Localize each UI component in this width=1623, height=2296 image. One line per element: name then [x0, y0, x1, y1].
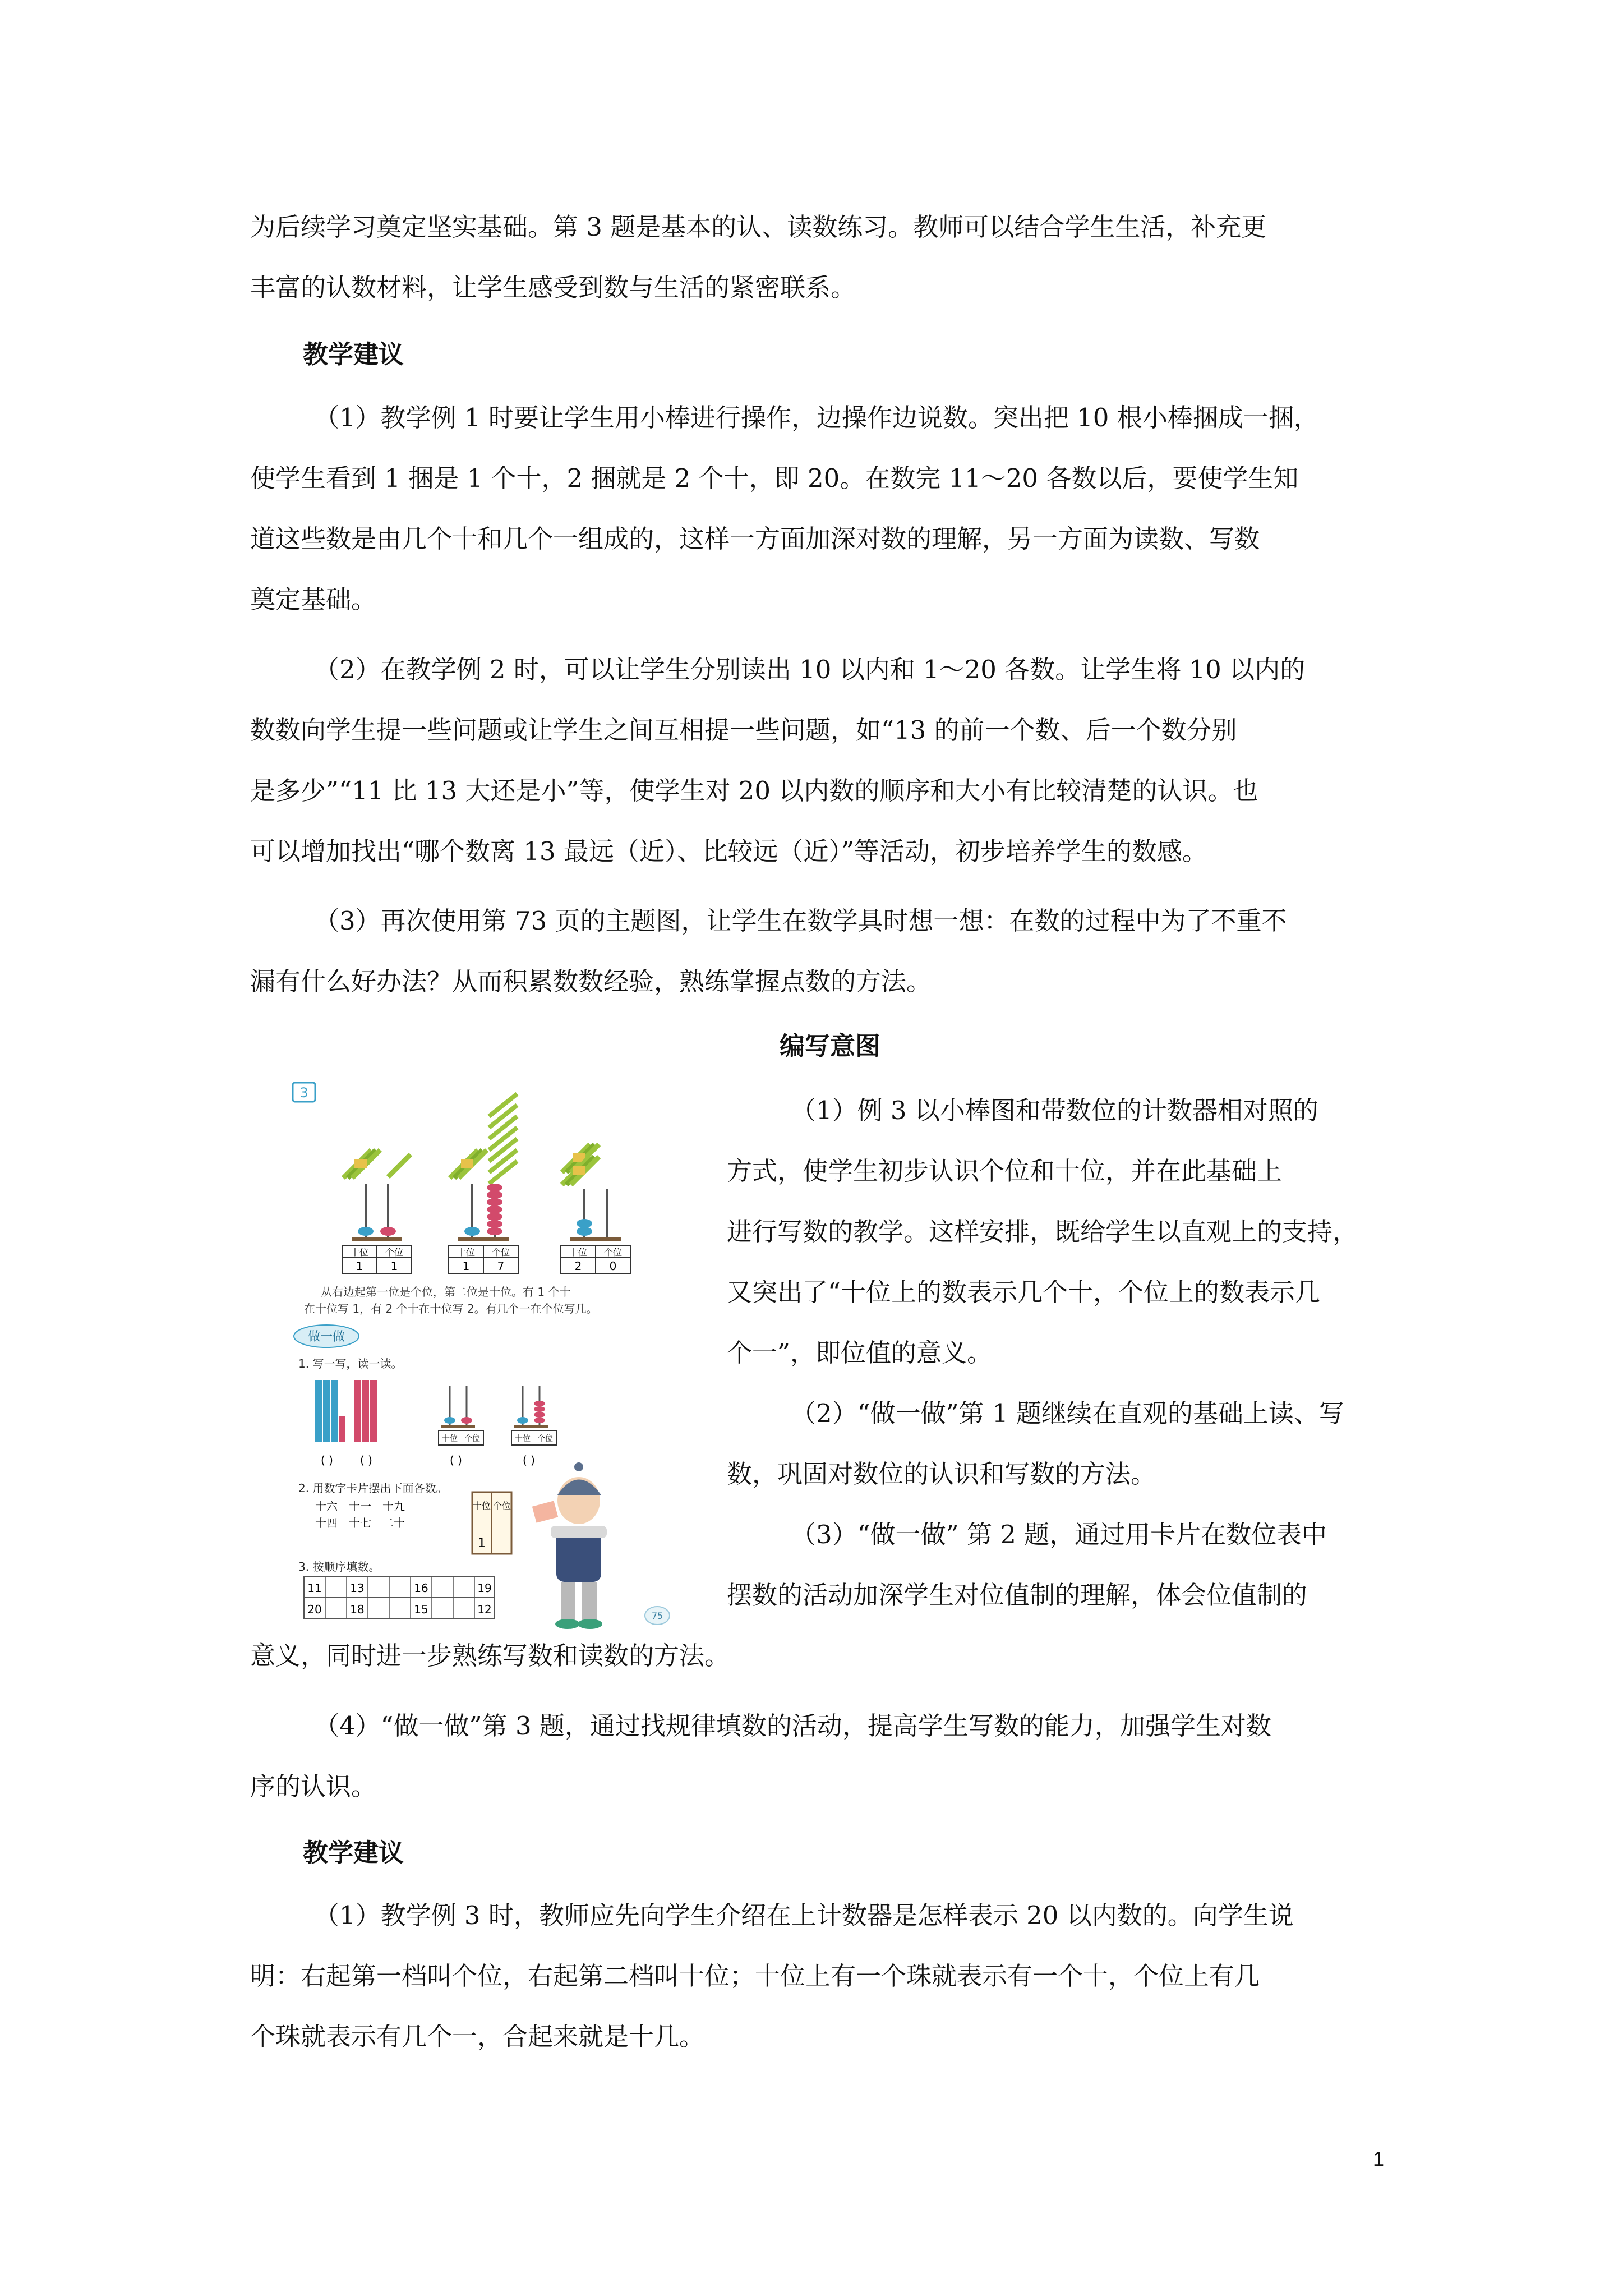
tens-label: 十位: [350, 1247, 369, 1258]
paragraph-line: 为后续学习奠定坚实基础。第 3 题是基本的认、读数练习。教师可以结合学生生活，补充更: [250, 212, 1267, 242]
svg-text:十位: 十位: [472, 1501, 491, 1511]
paragraph-line: （4）“做一做”第 3 题，通过找规律填数的活动，提高学生写数的能力，加强学生对数: [314, 1711, 1271, 1741]
answer-blank: ( ): [450, 1453, 462, 1467]
paragraph-line: 可以增加找出“哪个数离 13 最远（近）、比较远（近）”等活动，初步培养学生的数感。: [250, 836, 1207, 866]
abacus-icon: [570, 1189, 621, 1241]
textbook-figure: [287, 1077, 691, 1638]
ones-label: 个位: [603, 1247, 623, 1258]
tens-value: 2: [574, 1259, 582, 1273]
ones-value: 1: [390, 1259, 398, 1273]
bead-stack-icon: [315, 1380, 377, 1442]
example-caption: 从右边起第一位是个位，第二位是十位。有 1 个十: [321, 1285, 571, 1299]
page-number: 1: [1373, 2147, 1385, 2170]
abacus-icon: [352, 1184, 402, 1241]
paragraph-line: （1）教学例 1 时要让学生用小棒进行操作，边操作边说数。突出把 10 根小棒捆成一捆，: [314, 403, 1319, 432]
paragraph-line: 明：右起第一档叫个位，右起第二档叫十位；十位上有一个珠就表示有一个十，个位上有几: [250, 1961, 1260, 1991]
q2-number: 十六: [315, 1499, 338, 1513]
ones-label: 个位: [491, 1247, 510, 1258]
answer-blank: ( ): [360, 1453, 372, 1467]
paragraph-line: 奠定基础。: [250, 585, 377, 614]
paragraph-line: （1）例 3 以小棒图和带数位的计数器相对照的: [791, 1096, 1318, 1125]
section-heading: 教学建议: [303, 339, 404, 369]
example-number: 3: [299, 1085, 308, 1101]
page-number-badge: [645, 1607, 670, 1625]
svg-text:十位: 十位: [442, 1434, 458, 1443]
place-value-table: [342, 1245, 412, 1273]
paragraph-line: 道这些数是由几个十和几个一组成的，这样一方面加深对数的理解，另一方面为读数、写数: [250, 524, 1260, 554]
answer-blank: ( ): [523, 1453, 535, 1467]
paragraph-line: 意义，同时进一步熟练写数和读数的方法。: [250, 1641, 730, 1671]
q2-number: 十七: [349, 1516, 371, 1530]
svg-text:15: 15: [414, 1603, 428, 1616]
section-heading: 编写意图: [780, 1031, 881, 1061]
tens-label: 十位: [457, 1247, 476, 1258]
question-2: 2. 用数字卡片摆出下面各数。: [298, 1481, 448, 1495]
abacus-icon: [511, 1386, 556, 1445]
zuoyizuo-badge: [294, 1325, 359, 1347]
sticks-bundle-icon: [562, 1144, 599, 1185]
abacus-icon: [439, 1386, 483, 1445]
paragraph-line: 个一”，即位值的意义。: [727, 1338, 993, 1368]
paragraph-line: 漏有什么好办法？从而积累数数经验，熟练掌握点数的方法。: [250, 967, 932, 996]
paragraph-line: （2）“做一做”第 1 题继续在直观的基础上读、写: [791, 1398, 1344, 1428]
paragraph-line: （2）在教学例 2 时，可以让学生分别读出 10 以内和 1～20 各数。让学生将 10 以内的: [314, 655, 1306, 684]
svg-text:个位: 个位: [537, 1434, 553, 1443]
sticks-bundle-icon: [450, 1094, 517, 1184]
q2-number: 十九: [382, 1499, 405, 1513]
abacus-icon: [458, 1184, 509, 1241]
paragraph-line: 方式，使学生初步认识个位和十位，并在此基础上: [727, 1156, 1283, 1186]
question-1: 1. 写一写，读一读。: [298, 1357, 403, 1370]
ones-label: 个位: [385, 1247, 404, 1258]
tens-label: 十位: [569, 1247, 588, 1258]
svg-text:1: 1: [478, 1536, 486, 1550]
q2-number: 十四: [315, 1516, 338, 1530]
svg-text:12: 12: [477, 1603, 492, 1616]
paragraph-line: 序的认识。: [250, 1772, 377, 1801]
paragraph-line: （1）教学例 3 时，教师应先向学生介绍在上计数器是怎样表示 20 以内数的。向学生说: [314, 1901, 1294, 1930]
svg-text:做一做: 做一做: [307, 1330, 345, 1344]
paragraph-line: （3）再次使用第 73 页的主题图，让学生在数学具时想一想：在数的过程中为了不重不: [314, 906, 1287, 936]
q2-number: 二十: [382, 1516, 405, 1530]
paragraph-line: 数数向学生提一些问题或让学生之间互相提一些问题，如“13 的前一个数、后一个数分别: [250, 715, 1237, 745]
svg-text:16: 16: [414, 1581, 428, 1595]
svg-text:18: 18: [350, 1603, 365, 1616]
question-3: 3. 按顺序填数。: [298, 1560, 380, 1573]
paragraph-line: （3）“做一做” 第 2 题，通过用卡片在数位表中: [791, 1520, 1327, 1549]
paragraph-line: 是多少”“11 比 13 大还是小”等，使学生对 20 以内数的顺序和大小有比较清楚的认识。也: [250, 776, 1258, 806]
svg-text:十位: 十位: [515, 1434, 531, 1443]
svg-text:19: 19: [477, 1581, 492, 1595]
svg-text:11: 11: [307, 1581, 322, 1595]
tens-value: 1: [462, 1259, 470, 1273]
q2-number: 十一: [349, 1499, 371, 1513]
example-number-badge: [293, 1083, 315, 1102]
paragraph-line: 使学生看到 1 捆是 1 个十，2 捆就是 2 个十，即 20。在数完 11～20 各数以后，要使学生知: [250, 463, 1299, 493]
place-value-table: [561, 1245, 630, 1273]
example-caption: 在十位写 1，有 2 个十在十位写 2。有几个一在个位写几。: [304, 1302, 598, 1315]
svg-text:75: 75: [651, 1611, 663, 1621]
paragraph-line: 又突出了“十位上的数表示几个十，个位上的数表示几: [727, 1277, 1321, 1307]
sticks-bundle-icon: [343, 1150, 411, 1178]
number-sequence-table: [304, 1576, 495, 1619]
paragraph-line: 摆数的活动加深学生对位值制的理解，体会位值制的: [727, 1580, 1308, 1610]
svg-text:20: 20: [307, 1603, 322, 1616]
svg-text:13: 13: [350, 1581, 365, 1595]
paragraph-line: 数，巩固对数位的认识和写数的方法。: [727, 1459, 1156, 1489]
ones-value: 0: [609, 1259, 617, 1273]
svg-text:个位: 个位: [464, 1434, 480, 1443]
boy-illustration: [532, 1462, 607, 1629]
answer-blank: ( ): [321, 1453, 333, 1467]
ones-value: 7: [497, 1259, 505, 1273]
section-heading: 教学建议: [303, 1838, 404, 1867]
tens-value: 1: [356, 1259, 363, 1273]
digit-card-table: [472, 1492, 511, 1554]
svg-text:个位: 个位: [492, 1501, 511, 1511]
paragraph-line: 个珠就表示有几个一，合起来就是十几。: [250, 2022, 705, 2051]
paragraph-line: 进行写数的教学。这样安排，既给学生以直观上的支持，: [727, 1217, 1358, 1246]
place-value-table: [449, 1245, 518, 1273]
paragraph-line: 丰富的认数材料，让学生感受到数与生活的紧密联系。: [250, 273, 856, 302]
